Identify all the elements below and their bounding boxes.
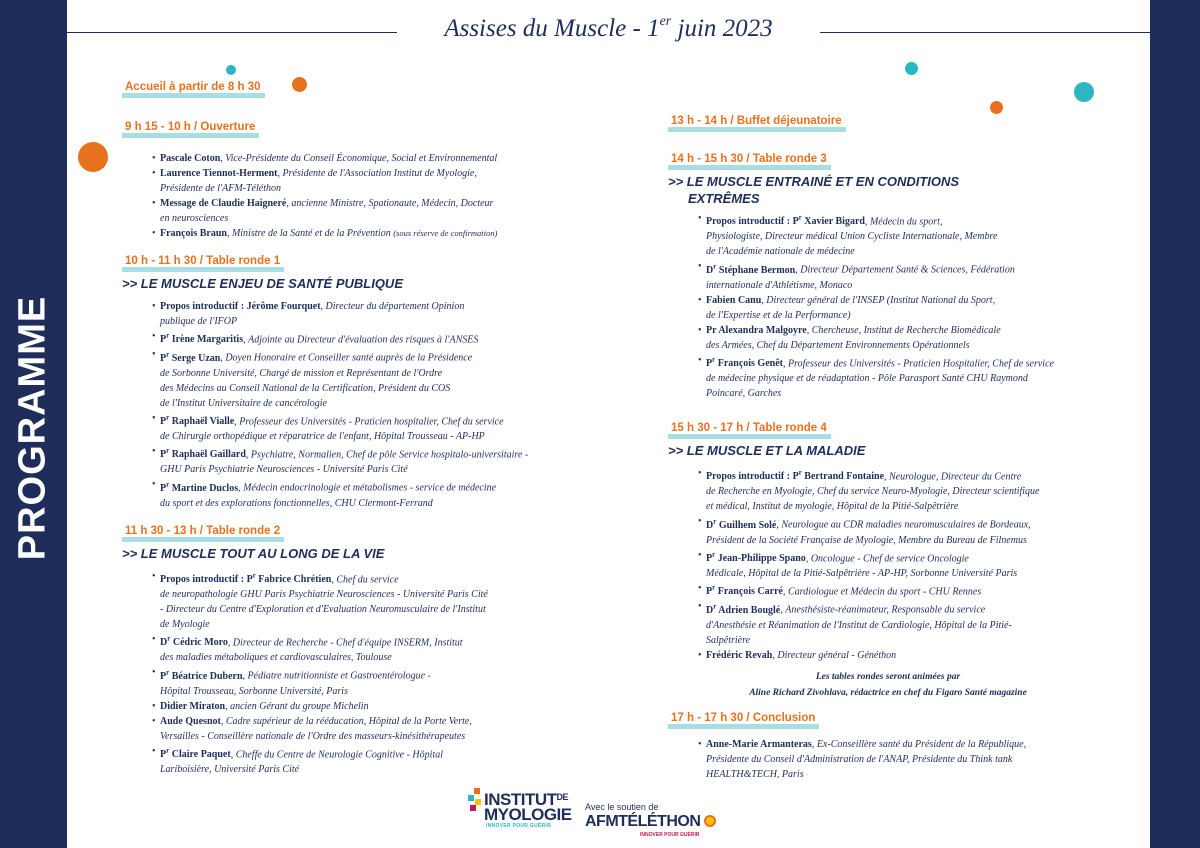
speaker-item: • Message de Claudie Haigneré, ancienne Ministre, Spationaute, Médecin, Docteur en neurosciences — [122, 196, 592, 226]
speaker-list — [668, 737, 1108, 782]
page-title: Assises du Muscle - 1er juin 2023 — [444, 14, 773, 42]
speaker-name: Propos introductif : $P^r$ Fabrice Chrétien — [160, 571, 332, 585]
speaker-role: Médecin du sport, — [869, 216, 943, 228]
orange-dot — [990, 101, 1003, 114]
time-slot-row — [668, 711, 1108, 727]
speaker-role-cont: de l'Académie nationale de médecine — [706, 246, 855, 258]
time-slot-row — [122, 120, 592, 136]
speaker-name: François Braun — [160, 228, 227, 239]
time-slot-label: 11 h 30 - 13 h / Table ronde 2 — [122, 524, 284, 540]
speaker-name: $P^r$ François Carré — [706, 583, 783, 598]
speaker-item: • Anne-Marie Armanteras, Ex-Conseillère santé du Président de la République, Présidente du Conseil d'Administration de l'ANAP, Présidente du Think tank HEALTH&TECH, Paris — [668, 737, 1108, 782]
speaker-role-cont: Présidente de l'AFM-Téléthon — [160, 183, 281, 194]
speaker-item: • Didier Miraton, ancien Gérant du groupe Michelin — [122, 699, 592, 714]
speaker-list — [122, 569, 592, 777]
speaker-role-cont: de médecine physique et de réadaptation - Pôle Parasport Santé CHU Raymond — [706, 372, 1028, 384]
speaker-role-cont: Présidente du Conseil d'Administration de l'ANAP, Présidente du Think tank — [706, 753, 1013, 765]
speaker-item: • $P^r$ Jean-Philippe Spano, Oncologue - Chef de service Oncologie Médicale, Hôpital de la Pitié-Salpêtrière - AP-HP, Sorbonne Université Paris — [668, 548, 1108, 581]
time-slot-row — [122, 254, 592, 270]
session-theme: >> LE MUSCLE ENJEU DE SANTÉ PUBLIQUE — [122, 276, 403, 291]
speaker-role-cont: internationale d'Athlétisme, Monaco — [706, 279, 853, 291]
time-slot-label: 9 h 15 - 10 h / Ouverture — [122, 120, 259, 136]
speaker-role-cont: des Médecins au Conseil National de la Certification, Président du COS — [160, 382, 451, 394]
speaker-item: • Laurence Tiennot-Herment, Présidente de l'Association Institut de Myologie, Présidente de l'AFM-Téléthon — [122, 166, 592, 196]
speaker-role-cont: Salpêtrière — [706, 634, 751, 646]
time-slot-row — [122, 80, 592, 96]
speaker-item: • Propos introductif : $P^r$ Xavier Bigard, Médecin du sport, Physiologiste, Directeur médical Union Cycliste Internationale, Membre de l'Académie nationale de médecine — [668, 211, 1108, 259]
speaker-name: $P^r$ Irène Margaritis — [160, 332, 244, 346]
speaker-item: • Frédéric Revah, Directeur général - Généthon — [668, 648, 1108, 663]
speaker-role: Psychiatre, Normalien, Chef de pôle Service hospitalo-universitaire - — [250, 449, 529, 461]
session-theme: >> LE MUSCLE ET LA MALADIE — [668, 442, 866, 458]
orange-dot-large — [78, 142, 108, 172]
speaker-role-cont: GHU Paris Psychiatrie Neurosciences - Université Paris Cité — [160, 464, 408, 476]
speaker-name: $P^r$ Raphaël Vialle — [160, 413, 235, 427]
speaker-name: Aude Quesnot — [160, 715, 221, 727]
speaker-role: Cadre supérieur de la rééducation, Hôpital de la Porte Verte, — [225, 715, 472, 727]
speaker-name: $P^r$ Raphaël Gaillard — [160, 446, 246, 461]
speaker-item: • $P^r$ Béatrice Dubern, Pédiatre nutritionniste et Gastroentérologue - Hôpital Trousseau, Sorbonne Université, Paris — [122, 665, 592, 698]
speaker-role: Directeur de Recherche - Chef d'équipe INSERM, Institut — [232, 637, 463, 649]
speaker-item: • Propos introductif : Jérôme Fourquet, Directeur du département Opinion publique de l'IFOP — [122, 299, 592, 329]
left-column — [122, 80, 592, 777]
right-navy-band — [1150, 0, 1200, 848]
speaker-name: Laurence Tiennot-Herment — [160, 168, 278, 179]
time-slot-label: 14 h - 15 h 30 / Table ronde 3 — [668, 152, 831, 168]
afm-telethon-logo: AFMTÉLÉTHON — [585, 813, 716, 831]
speaker-role: Directeur général de l'INSEP (Institut National du Sport, — [766, 294, 996, 306]
speaker-item: • Fabien Canu, Directeur général de l'INSEP (Institut National du Sport, de l'Expertise et de la Performance) — [668, 293, 1108, 323]
speaker-item: • Pascale Coton, Vice-Présidente du Conseil Économique, Social et Environnemental — [122, 151, 592, 166]
speaker-item: • $D^r$ Cédric Moro, Directeur de Recherche - Chef d'équipe INSERM, Institut des maladies métaboliques et cardiovasculaires, Toulouse — [122, 632, 592, 665]
session-theme: EXTRÊMES — [688, 191, 760, 206]
speaker-name: $P^r$ Claire Paquet — [160, 746, 231, 760]
header-rule-right — [820, 32, 1150, 33]
speaker-name: Fabien Canu — [706, 294, 762, 306]
speaker-role-cont: de Recherche en Myologie, Chef du service Neuro-Myologie, Directeur scientifique — [706, 486, 1040, 498]
note-small: (sous réserve de confirmation) — [393, 228, 498, 238]
speaker-name: $D^r$ Stéphane Bermon — [706, 262, 796, 276]
speaker-role: Présidente de l'Association Institut de Myologie, — [282, 168, 477, 179]
speaker-role-cont: des Armées, Chef du Département Environnements Opérationnels — [706, 339, 970, 351]
time-slot-row — [668, 421, 1108, 437]
speaker-item: • $D^r$ Adrien Bouglé, Anesthésiste-réanimateur, Responsable du service d'Anesthésie et Réanimation de l'Institut de Cardiologie, Hôpital de la Pitié- Salpêtrière — [668, 599, 1108, 647]
time-slot-label: 15 h 30 - 17 h / Table ronde 4 — [668, 421, 831, 437]
speaker-name: Pr Alexandra Malgoyre — [706, 324, 807, 336]
speaker-name: $P^r$ François Genêt — [706, 355, 783, 369]
speaker-role-cont: en neurosciences — [160, 213, 229, 224]
page-header — [67, 14, 1150, 48]
speaker-role: Ministre de la Santé et de la Prévention — [231, 228, 391, 239]
time-slot-label: 17 h - 17 h 30 / Conclusion — [668, 711, 819, 727]
speaker-item: • Propos introductif : $P^r$ Bertrand Fontaine, Neurologue, Directeur du Centre de Recherche en Myologie, Chef du service Neuro-Myologie, Directeur scientifique et médical, Institut de myologie, Hôpital de la Pitié-Salpêtrière — [668, 466, 1108, 514]
speaker-name: Didier Miraton — [160, 700, 226, 712]
speaker-list — [668, 466, 1108, 663]
speaker-item: • $P^r$ Irène Margaritis, Adjointe au Directeur d'évaluation des risques à l'ANSES — [122, 329, 592, 347]
speaker-role: Anesthésiste-réanimateur, Responsable du service — [785, 604, 986, 616]
time-slot-row — [668, 152, 1108, 168]
speaker-role-cont: de l'Institut Universitaire de cancérologie — [160, 397, 327, 409]
session-theme: >> LE MUSCLE TOUT AU LONG DE LA VIE — [122, 545, 385, 561]
speaker-item: • Aude Quesnot, Cadre supérieur de la rééducation, Hôpital de la Porte Verte, Versailles - Conseillère nationale de l'Ordre des masseurs-kinésithérapeutes — [122, 714, 592, 744]
speaker-role-cont: Versailles - Conseillère nationale de l'Ordre des masseurs-kinésithérapeutes — [160, 730, 466, 742]
speaker-role-cont: publique de l'IFOP — [160, 316, 238, 327]
speaker-role-cont: Poincaré, Garches — [706, 387, 782, 399]
teal-dot — [226, 65, 236, 75]
speaker-item: • $P^r$ Serge Uzan, Doyen Honoraire et Conseiller santé auprès de la Présidence de Sorbonne Université, Chargé de mission et Représentant de l'Ordre des Médecins au Conseil National de la Certification, Président du COS de l'Institut Universitaire de cancérologie — [122, 347, 592, 410]
speaker-item: • $P^r$ Raphaël Gaillard, Psychiatre, Normalien, Chef de pôle Service hospitalo-universitaire - GHU Paris Psychiatrie Neurosciences - Université Paris Cité — [122, 444, 592, 477]
moderator-note: Aline Richard Zivohlava, rédactrice en chef du Figaro Santé magazine — [749, 687, 1027, 698]
speaker-role: Cheffe du Centre de Neurologie Cognitive - Hôpital — [235, 748, 443, 760]
speaker-role: Adjointe au Directeur d'évaluation des risques à l'ANSES — [248, 334, 479, 346]
speaker-name: Message de Claudie Haigneré — [160, 198, 287, 209]
teal-dot — [905, 62, 918, 75]
speaker-role-cont: Président de la Société Française de Myologie, Membre du Bureau de Filnemus — [706, 534, 1027, 546]
time-slot-label: 13 h - 14 h / Buffet déjeunatoire — [668, 114, 846, 130]
speaker-item: • Propos introductif : $P^r$ Fabrice Chrétien, Chef du service de neuropathologie GHU Paris Psychiatrie Neurosciences - Université Paris Cité - Directeur du Centre d'Exploration et d'Evaluation Neuromusculaire de l'Institut de Myologie — [122, 569, 592, 632]
speaker-role: Doyen Honoraire et Conseiller santé auprès de la Présidence — [225, 352, 473, 364]
time-slot-label: 10 h - 11 h 30 / Table ronde 1 — [122, 254, 284, 270]
speaker-role-cont: de Sorbonne Université, Chargé de mission et Représentant de l'Ordre — [160, 367, 443, 379]
speaker-name: $P^r$ Jean-Philippe Spano — [706, 550, 806, 564]
speaker-role: Médecin endocrinologie et métabolismes - service de médecine — [243, 482, 497, 494]
speaker-name: $D^r$ Adrien Bouglé — [706, 602, 781, 616]
speaker-item: • Pr Alexandra Malgoyre, Chercheuse, Institut de Recherche Biomédicale des Armées, Chef du Département Environnements Opérationnels — [668, 323, 1108, 353]
programme-vertical-label: PROGRAMME — [11, 295, 54, 561]
speaker-role-cont: de neuropathologie GHU Paris Psychiatrie Neurosciences - Université Paris Cité — [160, 588, 488, 600]
speaker-role-cont: d'Anesthésie et Réanimation de l'Institut de Cardiologie, Hôpital de la Pitié- — [706, 619, 1012, 631]
speaker-name: $P^r$ Béatrice Dubern — [160, 668, 243, 682]
speaker-role-cont: Lariboisière, Université Paris Cité — [160, 763, 300, 775]
speaker-role: Ex-Conseillère santé du Président de la République, — [816, 738, 1027, 750]
support-text: Avec le soutien de — [585, 802, 659, 812]
speaker-role: Pédiatre nutritionniste et Gastroentérologue - — [247, 670, 431, 682]
speaker-name: $D^r$ Cédric Moro — [160, 634, 228, 649]
speaker-name: Propos introductif : Jérôme Fourquet — [160, 301, 321, 312]
teal-dot-large — [1074, 82, 1094, 102]
speaker-role-cont: des maladies métaboliques et cardiovasculaires, Toulouse — [160, 652, 392, 664]
speaker-role-cont: HEALTH&TECH, Paris — [706, 768, 804, 780]
speaker-name: Propos introductif : $P^r$ Bertrand Fontaine — [706, 468, 885, 483]
institut-myologie-logo: $INSTITUT^{DE}$ MYOLOGIE INNOVER POUR GUÉRIR — [464, 785, 579, 835]
speaker-role-cont: Hôpital Trousseau, Sorbonne Université, Paris — [160, 685, 348, 697]
speaker-item: • $P^r$ Martine Duclos, Médecin endocrinologie et métabolismes - service de médecine du sport et des explorations fonctionnelles, CHU Clermont-Ferrand — [122, 477, 592, 510]
speaker-list — [122, 299, 592, 511]
speaker-role: Directeur du département Opinion — [325, 301, 465, 312]
speaker-item: • $P^r$ Claire Paquet, Cheffe du Centre de Neurologie Cognitive - Hôpital Lariboisière, Université Paris Cité — [122, 744, 592, 777]
speaker-name: $P^r$ Serge Uzan — [160, 350, 221, 364]
speaker-name: Anne-Marie Armanteras — [706, 738, 812, 750]
moderator-note: Les tables rondes seront animées par — [815, 671, 961, 682]
speaker-role: ancien Gérant du groupe Michelin — [230, 700, 369, 712]
speaker-list — [122, 151, 592, 241]
speaker-role: Professeur des Universités - Praticien Hospitalier, Chef de service — [787, 357, 1054, 369]
speaker-role-cont: - Directeur du Centre d'Exploration et d'Evaluation Neuromusculaire de l'Institut — [160, 603, 486, 615]
speaker-role: Neurologue, Directeur du Centre — [889, 471, 1022, 483]
speaker-role-cont: de Chirurgie orthopédique et réparatrice de l'enfant, Hôpital Trousseau - AP-HP — [160, 430, 485, 442]
session-theme: >> LE MUSCLE ENTRAINÉ ET EN CONDITIONS — [668, 174, 960, 189]
speaker-item: • François Braun, Ministre de la Santé et de la Prévention (sous réserve de confirmation) — [122, 226, 592, 241]
speaker-role: Professeur des Universités - Praticien hospitalier, Chef du service — [239, 415, 504, 427]
time-slot-label: Accueil à partir de 8 h 30 — [122, 80, 265, 96]
speaker-item: • $D^r$ Stéphane Bermon, Directeur Département Santé & Sciences, Fédération internationale d'Athlétisme, Monaco — [668, 259, 1108, 292]
time-slot-row — [668, 114, 1108, 130]
speaker-role-cont: de Myologie — [160, 618, 210, 630]
speaker-name: Propos introductif : $P^r$ Xavier Bigard — [706, 214, 865, 228]
speaker-name: Pascale Coton — [160, 153, 221, 164]
speaker-name: Frédéric Revah — [706, 649, 773, 661]
speaker-name: $D^r$ Guilhem Solé — [706, 517, 777, 531]
speaker-role: Cardiologue et Médecin du sport - CHU Rennes — [787, 586, 982, 598]
speaker-role: Chercheuse, Institut de Recherche Biomédicale — [811, 324, 1001, 336]
speaker-role: Vice-Présidente du Conseil Économique, Social et Environnemental — [225, 153, 498, 164]
speaker-name: $P^r$ Martine Duclos — [160, 480, 239, 494]
speaker-role: ancienne Ministre, Spationaute, Médecin, Docteur — [291, 198, 494, 209]
speaker-item: • $P^r$ François Carré, Cardiologue et Médecin du sport - CHU Rennes — [668, 581, 1108, 599]
speaker-item: • $P^r$ Raphaël Vialle, Professeur des Universités - Praticien hospitalier, Chef du service de Chirurgie orthopédique et réparatrice de l'enfant, Hôpital Trousseau - AP-HP — [122, 411, 592, 444]
speaker-role: Directeur Département Santé & Sciences, Fédération — [800, 264, 1015, 276]
speaker-role-cont: de l'Expertise et de la Performance) — [706, 309, 851, 321]
speaker-item: • $D^r$ Guilhem Solé, Neurologue au CDR maladies neuromusculaires de Bordeaux, Président de la Société Française de Myologie, Membre du Bureau de Filnemus — [668, 514, 1108, 547]
speaker-list — [668, 211, 1108, 401]
speaker-role: Oncologue - Chef de service Oncologie — [810, 552, 969, 564]
speaker-role-cont: Médicale, Hôpital de la Pitié-Salpêtrière - AP-HP, Sorbonne Université Paris — [706, 567, 1018, 579]
footer-logos: $INSTITUT^{DE}$ MYOLOGIE INNOVER POUR GUÉRIR Avec le soutien de AFMTÉLÉTHON INNOVER POUR GUÉRIR — [460, 785, 750, 845]
speaker-role-cont: du sport et des explorations fonctionnelles, CHU Clermont-Ferrand — [160, 497, 433, 509]
speaker-role-cont: Physiologiste, Directeur médical Union Cycliste Internationale, Membre — [706, 231, 998, 243]
time-slot-row — [122, 524, 592, 540]
speaker-role: Chef du service — [336, 573, 399, 585]
speaker-item: • $P^r$ François Genêt, Professeur des Universités - Praticien Hospitalier, Chef de service de médecine physique et de réadaptation - Pôle Parasport Santé CHU Raymond Poincaré, Garches — [668, 353, 1108, 401]
speaker-role: Directeur général - Généthon — [777, 649, 897, 661]
speaker-role: Neurologue au CDR maladies neuromusculaires de Bordeaux, — [781, 519, 1031, 531]
right-column — [668, 114, 1108, 782]
speaker-role-cont: et médical, Institut de myologie, Hôpital de la Pitié-Salpêtrière — [706, 501, 959, 513]
